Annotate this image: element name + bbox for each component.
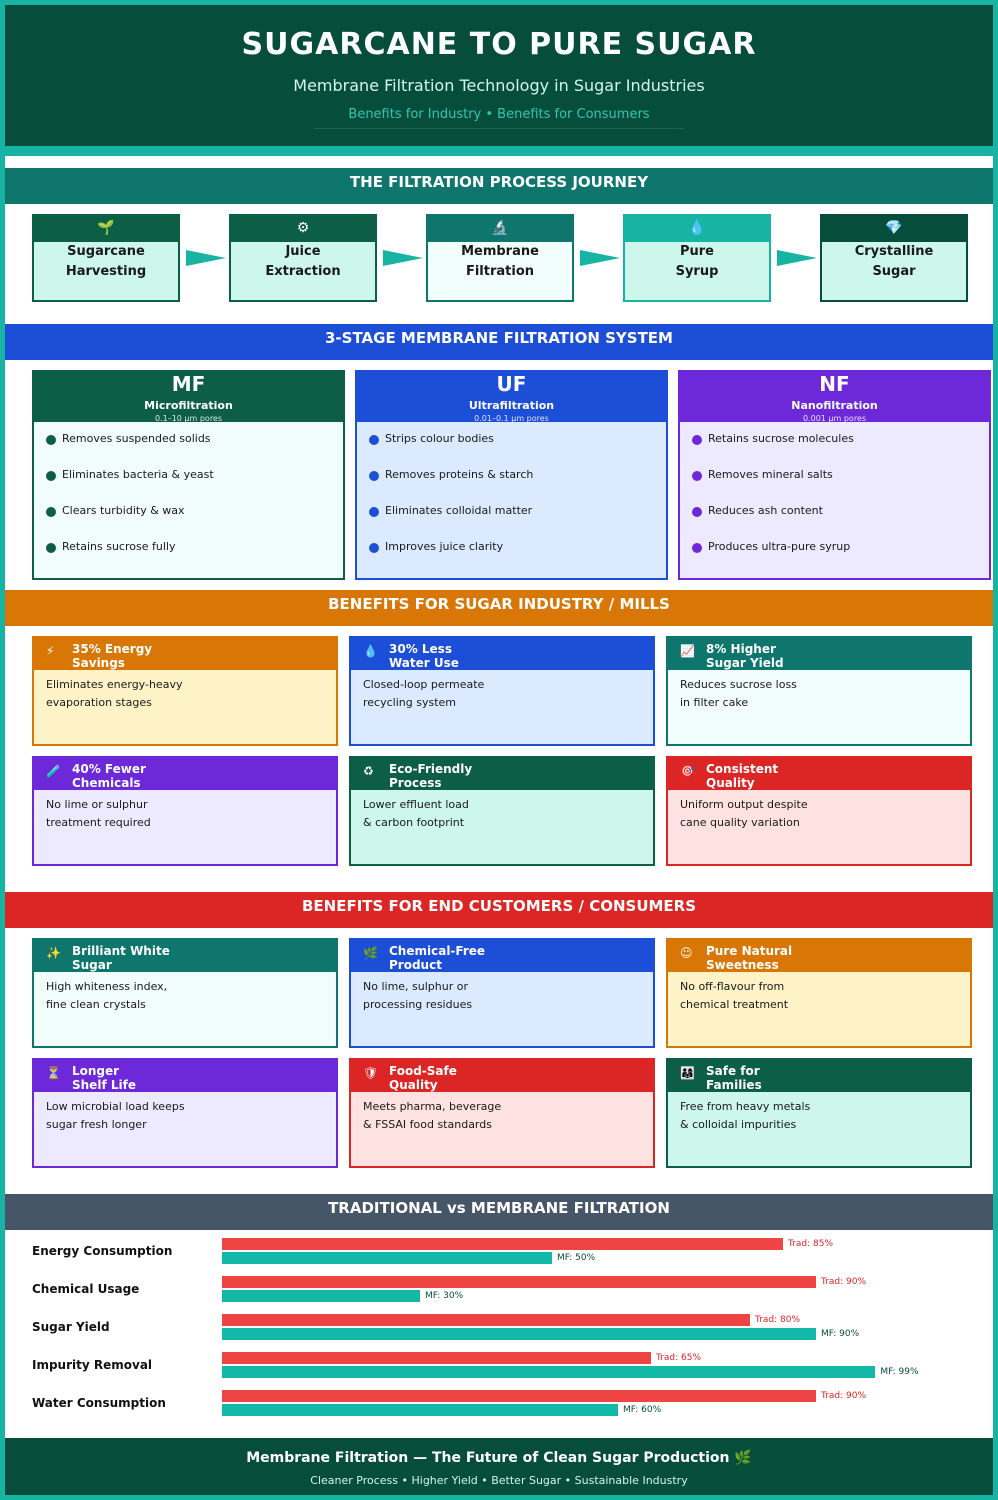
section-title-process: THE FILTRATION PROCESS JOURNEY — [349, 173, 649, 191]
stage-feature — [44, 468, 343, 504]
benefit-desc-line1: Reduces sucrose loss — [680, 678, 797, 691]
stage-code: UF — [496, 372, 527, 396]
page-footer — [5, 1438, 993, 1495]
section-band-comparison — [5, 1194, 993, 1230]
bar-trad — [222, 1352, 651, 1364]
benefit-desc-line1: No lime, sulphur or — [363, 980, 468, 993]
stage-feature — [44, 504, 343, 540]
bullet-dot-icon — [46, 507, 56, 517]
header-accent-strip — [5, 146, 993, 156]
benefit-card-title — [706, 1064, 906, 1092]
stage-feature-text: Eliminates colloidal matter — [385, 504, 533, 517]
benefit-desc-line1: No off-flavour from — [680, 980, 785, 993]
process-step-line2: Sugar — [872, 264, 916, 279]
benefit-card-header — [668, 758, 970, 790]
process-step-label — [822, 242, 966, 282]
arrow-right-icon — [186, 250, 226, 266]
benefit-title-line1: Eco-Friendly — [389, 762, 473, 776]
process-step-header — [822, 216, 966, 242]
chart-up-icon: 📈 — [680, 644, 695, 658]
benefit-card-header — [34, 638, 336, 670]
stage-feature-text: Strips colour bodies — [385, 432, 494, 445]
benefit-title-line1: 40% Fewer — [72, 762, 146, 776]
bar-mf — [222, 1290, 420, 1302]
benefit-card-header — [351, 940, 653, 972]
bullet-dot-icon — [46, 543, 56, 553]
bar-value-label: MF: 90% — [821, 1329, 860, 1339]
stage-feature-text: Clears turbidity & wax — [62, 504, 185, 517]
benefit-title-line1: Brilliant White — [72, 944, 170, 958]
benefit-title-line1: 35% Energy — [72, 642, 153, 656]
clock-icon: ⏳ — [46, 1066, 61, 1080]
benefit-title-line1: Consistent — [706, 762, 779, 776]
arrow-right-icon — [777, 250, 817, 266]
crystal-icon: 💎 — [885, 220, 903, 236]
stage-header — [34, 372, 343, 422]
process-step-label — [428, 242, 572, 282]
benefit-title-line2: Shelf Life — [72, 1078, 136, 1092]
benefit-title-line2: Sweetness — [706, 958, 779, 972]
process-step — [229, 214, 377, 302]
benefit-card — [32, 636, 338, 746]
plant-icon: 🌱 — [97, 220, 115, 236]
process-step — [820, 214, 968, 302]
stage-feature — [690, 432, 989, 468]
bar-mf — [222, 1252, 552, 1264]
stage-card — [32, 370, 345, 580]
category-label: Impurity Removal — [32, 1358, 153, 1372]
arrow-right-icon — [383, 250, 423, 266]
header-divider — [314, 128, 684, 129]
benefit-card — [349, 1058, 655, 1168]
process-step-line1: Pure — [679, 244, 714, 259]
benefit-desc-line2: & carbon footprint — [363, 816, 465, 829]
benefit-desc-line1: Eliminates energy-heavy — [46, 678, 183, 691]
section-title-industry: BENEFITS FOR SUGAR INDUSTRY / MILLS — [328, 595, 670, 613]
bar-trad — [222, 1238, 783, 1250]
bullet-dot-icon — [692, 507, 702, 517]
section-title-comparison: TRADITIONAL vs MEMBRANE FILTRATION — [328, 1199, 670, 1217]
process-step-label — [231, 242, 375, 282]
stage-name: Microfiltration — [144, 399, 233, 412]
stage-feature — [367, 432, 666, 468]
bar-trad — [222, 1314, 750, 1326]
benefit-desc-line1: High whiteness index, — [46, 980, 168, 993]
benefit-card-header — [351, 1060, 653, 1092]
benefit-title-line2: Chemicals — [72, 776, 141, 790]
sparkle-icon: ✨ — [46, 946, 61, 960]
droplet-icon: 💧 — [688, 220, 706, 236]
stage-feature-list — [34, 422, 343, 576]
section-band-industry — [5, 590, 993, 626]
benefit-desc-line2: chemical treatment — [680, 998, 789, 1011]
stage-name: Nanofiltration — [791, 399, 878, 412]
process-step-line2: Filtration — [465, 264, 535, 279]
benefit-desc-line1: Uniform output despite — [680, 798, 808, 811]
stage-feature-text: Improves juice clarity — [385, 540, 504, 553]
benefit-card-description — [34, 1092, 336, 1134]
recycle-icon: ♻ — [363, 764, 374, 778]
bullet-dot-icon — [692, 543, 702, 553]
benefit-title-line1: Chemical-Free — [389, 944, 486, 958]
category-label: Sugar Yield — [32, 1320, 110, 1334]
benefit-card-header — [668, 1060, 970, 1092]
process-step-header — [625, 216, 769, 242]
benefit-card-header — [34, 940, 336, 972]
section-title-consumers: BENEFITS FOR END CUSTOMERS / CONSUMERS — [301, 897, 697, 915]
stage-feature — [44, 540, 343, 576]
benefit-card — [666, 1058, 972, 1168]
process-step-label — [625, 242, 769, 282]
benefit-card-title — [72, 1064, 272, 1092]
footer-sub: Cleaner Process • Higher Yield • Better Sugar • Sustainable Industry — [310, 1474, 688, 1487]
benefit-desc-line2: cane quality variation — [680, 816, 800, 829]
category-label: Chemical Usage — [32, 1282, 140, 1296]
stage-code: MF — [171, 372, 206, 396]
bar-mf — [222, 1328, 816, 1340]
stage-feature-text: Removes proteins & starch — [385, 468, 534, 481]
bar-value-label: Trad: 90% — [821, 1277, 866, 1287]
stage-feature — [690, 504, 989, 540]
benefit-card — [32, 1058, 338, 1168]
stage-card — [678, 370, 991, 580]
benefit-title-line1: Food-Safe — [389, 1064, 457, 1078]
bar-value-label: MF: 99% — [880, 1367, 919, 1377]
benefit-card-description — [668, 972, 970, 1014]
process-step-label — [34, 242, 178, 282]
stage-feature-text: Removes suspended solids — [62, 432, 211, 445]
benefit-card-header — [351, 638, 653, 670]
shield-icon: 🛡 — [363, 1066, 379, 1080]
benefit-desc-line2: in filter cake — [680, 696, 749, 709]
benefit-card-description — [34, 972, 336, 1014]
bullet-dot-icon — [46, 471, 56, 481]
benefit-card-title — [706, 762, 906, 790]
benefit-card — [666, 636, 972, 746]
benefit-card-description — [351, 1092, 653, 1134]
stage-header — [357, 372, 666, 422]
benefit-desc-line1: Closed-loop permeate — [363, 678, 485, 691]
section-band-process — [5, 168, 993, 204]
benefit-card-description — [34, 670, 336, 712]
process-step-line1: Sugarcane — [67, 244, 145, 259]
benefit-card-description — [351, 972, 653, 1014]
benefit-title-line2: Savings — [72, 656, 125, 670]
bullet-dot-icon — [369, 507, 379, 517]
stage-feature — [690, 468, 989, 504]
benefit-title-line1: 30% Less — [389, 642, 452, 656]
bar-mf — [222, 1404, 618, 1416]
stage-feature-text: Retains sucrose molecules — [708, 432, 854, 445]
process-step-line1: Juice — [285, 244, 321, 259]
benefit-desc-line1: Low microbial load keeps — [46, 1100, 185, 1113]
target-icon: 🎯 — [680, 764, 695, 778]
stage-pore-size: 0.01–0.1 µm pores — [474, 414, 549, 423]
bar-value-label: MF: 60% — [623, 1405, 662, 1415]
benefit-card-title — [72, 944, 272, 972]
stage-feature-text: Retains sucrose fully — [62, 540, 176, 553]
stage-feature — [690, 540, 989, 576]
benefit-desc-line2: & colloidal impurities — [680, 1118, 797, 1131]
benefit-card-header — [34, 1060, 336, 1092]
benefit-card-title — [706, 642, 906, 670]
benefit-card — [349, 938, 655, 1048]
benefit-title-line2: Families — [706, 1078, 762, 1092]
stage-feature — [44, 432, 343, 468]
water-icon: 💧 — [363, 644, 378, 658]
benefit-card-title — [72, 642, 272, 670]
benefit-desc-line2: sugar fresh longer — [46, 1118, 147, 1131]
process-step-line2: Extraction — [265, 264, 341, 279]
benefit-desc-line1: Meets pharma, beverage — [363, 1100, 502, 1113]
stage-feature-text: Reduces ash content — [708, 504, 823, 517]
benefit-card-header — [351, 758, 653, 790]
stage-feature-text: Eliminates bacteria & yeast — [62, 468, 214, 481]
stage-feature-list — [357, 422, 666, 576]
page-tagline: Benefits for Industry • Benefits for Consumers — [348, 107, 650, 122]
process-step — [426, 214, 574, 302]
process-step-line1: Membrane — [461, 244, 539, 259]
benefit-card-title — [389, 642, 589, 670]
benefit-desc-line1: Free from heavy metals — [680, 1100, 811, 1113]
smile-icon: ☺ — [680, 946, 693, 960]
flask-icon: 🧪 — [46, 764, 61, 778]
benefit-desc-line2: & FSSAI food standards — [363, 1118, 492, 1131]
bar-value-label: MF: 50% — [557, 1253, 596, 1263]
arrow-right-icon — [580, 250, 620, 266]
benefit-title-line2: Water Use — [389, 656, 459, 670]
bullet-dot-icon — [692, 435, 702, 445]
bar-value-label: MF: 30% — [425, 1291, 464, 1301]
benefit-card-header — [34, 758, 336, 790]
process-step-line1: Crystalline — [854, 244, 934, 259]
process-step-header — [231, 216, 375, 242]
benefit-card — [666, 756, 972, 866]
bar-value-label: Trad: 90% — [821, 1391, 866, 1401]
section-title-stages: 3-STAGE MEMBRANE FILTRATION SYSTEM — [325, 329, 673, 347]
page-header — [5, 5, 993, 146]
benefit-title-line2: Quality — [706, 776, 755, 790]
stage-pore-size: 0.001 µm pores — [802, 414, 867, 423]
page-subtitle: Membrane Filtration Technology in Sugar Industries — [293, 76, 705, 95]
leaf-icon: 🌿 — [363, 946, 378, 960]
category-label: Water Consumption — [32, 1396, 166, 1410]
stage-feature-text: Produces ultra-pure syrup — [708, 540, 851, 553]
category-label: Energy Consumption — [32, 1244, 173, 1258]
bullet-dot-icon — [369, 543, 379, 553]
benefit-desc-line2: fine clean crystals — [46, 998, 146, 1011]
process-step — [32, 214, 180, 302]
benefit-title-line2: Quality — [389, 1078, 438, 1092]
benefit-title-line2: Process — [389, 776, 442, 790]
lightning-icon: ⚡ — [46, 644, 55, 658]
benefit-title-line2: Product — [389, 958, 442, 972]
benefit-title-line1: Safe for — [706, 1064, 760, 1078]
stage-feature — [367, 540, 666, 576]
section-band-consumers — [5, 892, 993, 928]
benefit-card-description — [351, 790, 653, 832]
benefit-title-line1: Longer — [72, 1064, 120, 1078]
benefit-card — [349, 636, 655, 746]
benefit-card — [349, 756, 655, 866]
stage-feature — [367, 504, 666, 540]
bar-trad — [222, 1276, 816, 1288]
stage-feature-text: Removes mineral salts — [708, 468, 833, 481]
filter-icon: 🔬 — [491, 220, 509, 236]
process-step-line2: Syrup — [675, 264, 719, 279]
bar-value-label: Trad: 80% — [755, 1315, 800, 1325]
bar-value-label: Trad: 65% — [656, 1353, 701, 1363]
benefit-card-title — [389, 944, 589, 972]
benefit-card-title — [389, 1064, 589, 1092]
bullet-dot-icon — [46, 435, 56, 445]
gear-icon: ⚙ — [296, 220, 310, 236]
stage-code: NF — [819, 372, 850, 396]
process-step-header — [34, 216, 178, 242]
bar-mf — [222, 1366, 875, 1378]
benefit-card-header — [668, 940, 970, 972]
page-title: SUGARCANE TO PURE SUGAR — [241, 27, 757, 62]
benefit-desc-line1: Lower effluent load — [363, 798, 469, 811]
benefit-card-description — [668, 670, 970, 712]
stage-name: Ultrafiltration — [468, 399, 555, 412]
stage-card — [355, 370, 668, 580]
benefit-title-line1: 8% Higher — [706, 642, 776, 656]
benefit-card — [666, 938, 972, 1048]
benefit-card — [32, 756, 338, 866]
bullet-dot-icon — [692, 471, 702, 481]
benefit-card-description — [668, 1092, 970, 1134]
benefit-title-line1: Pure Natural — [706, 944, 793, 958]
benefit-desc-line2: processing residues — [363, 998, 473, 1011]
section-band-stages — [5, 324, 993, 360]
benefit-card-description — [34, 790, 336, 832]
footer-main: Membrane Filtration — The Future of Clean Sugar Production 🌿 — [246, 1450, 752, 1466]
benefit-card-title — [72, 762, 272, 790]
benefit-card-title — [389, 762, 589, 790]
benefit-title-line2: Sugar — [72, 958, 112, 972]
process-step-header — [428, 216, 572, 242]
benefit-card-description — [668, 790, 970, 832]
bar-value-label: Trad: 85% — [788, 1239, 833, 1249]
benefit-card-header — [668, 638, 970, 670]
benefit-card-title — [706, 944, 906, 972]
stage-pore-size: 0.1–10 µm pores — [154, 414, 223, 423]
benefit-desc-line1: No lime or sulphur — [46, 798, 148, 811]
benefit-desc-line2: treatment required — [46, 816, 151, 829]
bar-trad — [222, 1390, 816, 1402]
benefit-title-line2: Sugar Yield — [706, 656, 784, 670]
process-step — [623, 214, 771, 302]
benefit-desc-line2: evaporation stages — [46, 696, 152, 709]
process-step-line2: Harvesting — [65, 264, 147, 279]
stage-header — [680, 372, 989, 422]
bullet-dot-icon — [369, 471, 379, 481]
family-icon: 👨‍👩‍👧 — [680, 1066, 695, 1080]
stage-feature-list — [680, 422, 989, 576]
benefit-desc-line2: recycling system — [363, 696, 456, 709]
benefit-card — [32, 938, 338, 1048]
stage-feature — [367, 468, 666, 504]
benefit-card-description — [351, 670, 653, 712]
bullet-dot-icon — [369, 435, 379, 445]
